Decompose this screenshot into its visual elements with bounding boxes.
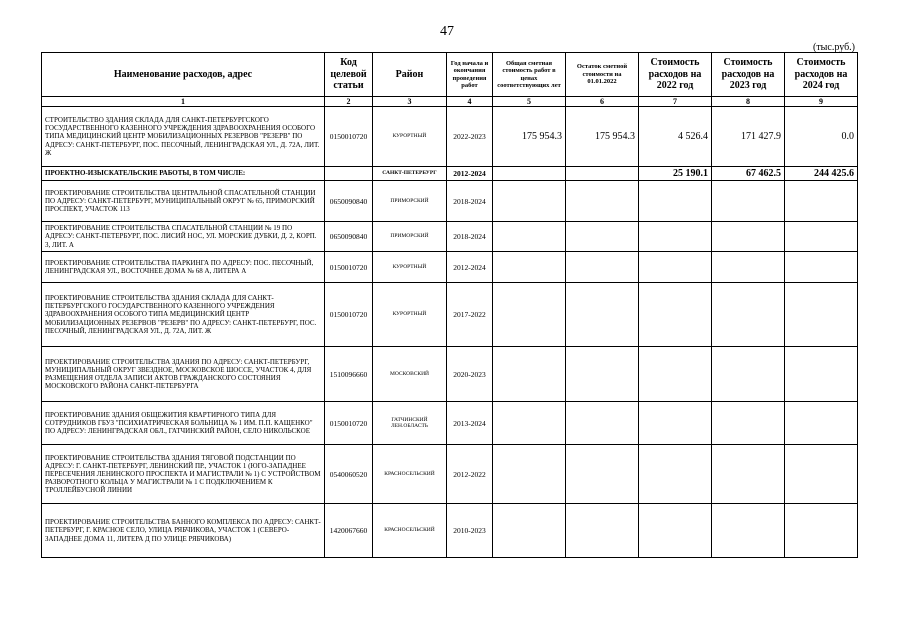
row-cost-2024 <box>785 181 858 222</box>
column-number: 3 <box>373 97 447 107</box>
row-district: КУРОРТНЫЙ <box>373 252 447 283</box>
row-cost-2024 <box>785 445 858 504</box>
row-period: 2012-2024 <box>447 167 493 181</box>
row-cost-2022 <box>639 445 712 504</box>
header-total-cost: Общая сметная стоимость работ в ценах соответствующих лет <box>493 53 566 97</box>
row-total-cost <box>493 504 566 558</box>
row-remainder <box>566 402 639 445</box>
row-name: СТРОИТЕЛЬСТВО ЗДАНИЯ СКЛАДА ДЛЯ САНКТ-ПЕТЕРБУРГСКОГО ГОСУДАРСТВЕННОГО КАЗЕННОГО УЧРЕЖДЕНИЯ ЗДРАВООХРАНЕНИЯ ОСОБОГО ТИПА МЕДИЦИНСКИЙ ЦЕНТР МОБИЛИЗАЦИОННЫХ РЕЗЕРВОВ "РЕЗЕРВ" ПО АДРЕСУ: САНКТ-ПЕТЕРБУРГ, ПОС. ПЕСОЧНЫЙ, ЛЕНИНГРАДСКАЯ УЛ., Д. 72А, ЛИТ. Ж <box>42 107 325 167</box>
header-period: Год начала и окончания проведения работ <box>447 53 493 97</box>
row-name: ПРОЕКТИРОВАНИЕ СТРОИТЕЛЬСТВА СПАСАТЕЛЬНОЙ СТАНЦИИ № 19 ПО АДРЕСУ: САНКТ-ПЕТЕРБУРГ, ПОС. ЛИСИЙ НОС, УЛ. МОРСКИЕ ДУБКИ, Д. 2, КОРП. 3, ЛИТ. А <box>42 222 325 252</box>
row-cost-2023 <box>712 283 785 347</box>
row-period: 2013-2024 <box>447 402 493 445</box>
row-period: 2017-2022 <box>447 283 493 347</box>
table-row <box>42 445 858 504</box>
row-district: ГАТЧИНСКИЙ ЛЕН.ОБЛАСТЬ <box>373 402 447 445</box>
row-remainder <box>566 167 639 181</box>
row-code: 0650090840 <box>325 181 373 222</box>
row-total-cost <box>493 222 566 252</box>
column-number-row <box>42 97 858 107</box>
row-cost-2022 <box>639 252 712 283</box>
row-name: ПРОЕКТИРОВАНИЕ ЗДАНИЯ ОБЩЕЖИТИЯ КВАРТИРНОГО ТИПА ДЛЯ СОТРУДНИКОВ ГБУЗ "ПСИХИАТРИЧЕСКАЯ БОЛЬНИЦА № 1 ИМ. П.П. КАЩЕНКО" ПО АДРЕСУ: ЛЕНИНГРАДСКАЯ ОБЛ., ГАТЧИНСКИЙ РАЙОН, СЕЛО НИКОЛЬСКОЕ <box>42 402 325 445</box>
row-district: КРАСНОСЕЛЬСКИЙ <box>373 445 447 504</box>
header-code: Код целевой статьи <box>325 53 373 97</box>
row-cost-2023 <box>712 252 785 283</box>
table-row <box>42 504 858 558</box>
row-cost-2024 <box>785 347 858 402</box>
row-cost-2023 <box>712 181 785 222</box>
row-cost-2024 <box>785 402 858 445</box>
header-remainder: Остаток сметной стоимости на 01.01.2022 <box>566 53 639 97</box>
row-cost-2022 <box>639 283 712 347</box>
row-code: 0540060520 <box>325 445 373 504</box>
table-row <box>42 252 858 283</box>
row-cost-2024 <box>785 222 858 252</box>
row-district: КУРОРТНЫЙ <box>373 107 447 167</box>
row-name: ПРОЕКТИРОВАНИЕ СТРОИТЕЛЬСТВА БАННОГО КОМПЛЕКСА ПО АДРЕСУ: САНКТ-ПЕТЕРБУРГ, Г. КРАСНОЕ СЕЛО, УЛИЦА РЯБЧИКОВА, УЧАСТОК 1 (СЕВЕРО-ЗАПАДНЕЕ ДОМА 11, ЛИТЕРА Д ПО УЛИЦЕ РЯБЧИКОВА) <box>42 504 325 558</box>
row-district: САНКТ-ПЕТЕРБУРГ <box>373 167 447 181</box>
row-code: 0150010720 <box>325 107 373 167</box>
row-cost-2023 <box>712 347 785 402</box>
budget-table <box>41 52 858 558</box>
column-number: 4 <box>447 97 493 107</box>
header-cost-2022: Стоимость расходов на 2022 год <box>639 53 712 97</box>
row-district: КРАСНОСЕЛЬСКИЙ <box>373 504 447 558</box>
row-total-cost <box>493 402 566 445</box>
column-number: 9 <box>785 97 858 107</box>
column-number: 7 <box>639 97 712 107</box>
row-cost-2022 <box>639 347 712 402</box>
row-total-cost <box>493 167 566 181</box>
column-number: 6 <box>566 97 639 107</box>
table-row <box>42 283 858 347</box>
row-remainder <box>566 504 639 558</box>
column-number: 5 <box>493 97 566 107</box>
column-number: 2 <box>325 97 373 107</box>
row-code: 1510096660 <box>325 347 373 402</box>
row-total-cost <box>493 347 566 402</box>
row-remainder <box>566 181 639 222</box>
row-name: ПРОЕКТИРОВАНИЕ СТРОИТЕЛЬСТВА ЗДАНИЯ ПО АДРЕСУ: САНКТ-ПЕТЕРБУРГ, МУНИЦИПАЛЬНЫЙ ОКРУГ ЗВЕЗДНОЕ, МОСКОВСКОЕ ШОССЕ, УЧАСТОК 4, ДЛЯ РАЗМЕЩЕНИЯ ОТДЕЛА ЗАПИСИ АКТОВ ГРАЖДАНСКОГО СОСТОЯНИЯ МОСКОВСКОГО РАЙОНА САНКТ-ПЕТЕРБУРГА <box>42 347 325 402</box>
row-cost-2022: 4 526.4 <box>639 107 712 167</box>
row-cost-2022 <box>639 402 712 445</box>
row-cost-2024 <box>785 283 858 347</box>
row-cost-2022: 25 190.1 <box>639 167 712 181</box>
row-cost-2023 <box>712 445 785 504</box>
row-district: КУРОРТНЫЙ <box>373 283 447 347</box>
row-code: 0150010720 <box>325 402 373 445</box>
row-remainder <box>566 222 639 252</box>
row-name: ПРОЕКТИРОВАНИЕ СТРОИТЕЛЬСТВА ЦЕНТРАЛЬНОЙ СПАСАТЕЛЬНОЙ СТАНЦИИ ПО АДРЕСУ: САНКТ-ПЕТЕРБУРГ, МУНИЦИПАЛЬНЫЙ ОКРУГ № 65, ПРИМОРСКИЙ ПРОСПЕКТ, УЧАСТОК 113 <box>42 181 325 222</box>
row-total-cost <box>493 283 566 347</box>
row-name: ПРОЕКТИРОВАНИЕ СТРОИТЕЛЬСТВА ЗДАНИЯ СКЛАДА ДЛЯ САНКТ-ПЕТЕРБУРГСКОГО ГОСУДАРСТВЕННОГО КАЗЕННОГО УЧРЕЖДЕНИЯ ЗДРАВООХРАНЕНИЯ ОСОБОГО ТИПА МЕДИЦИНСКИЙ ЦЕНТР МОБИЛИЗАЦИОННЫХ РЕЗЕРВОВ "РЕЗЕРВ" ПО АДРЕСУ: САНКТ-ПЕТЕРБУРГ, ПОС. ПЕСОЧНЫЙ, ЛЕНИНГРАДСКАЯ УЛ., Д. 72А, ЛИТ. Ж <box>42 283 325 347</box>
row-total-cost: 175 954.3 <box>493 107 566 167</box>
row-remainder <box>566 252 639 283</box>
header-row <box>42 53 858 97</box>
row-cost-2022 <box>639 181 712 222</box>
summary-row <box>42 167 858 181</box>
row-remainder <box>566 347 639 402</box>
row-cost-2024 <box>785 252 858 283</box>
row-period: 2022-2023 <box>447 107 493 167</box>
row-name: ПРОЕКТИРОВАНИЕ СТРОИТЕЛЬСТВА ПАРКИНГА ПО АДРЕСУ: ПОС. ПЕСОЧНЫЙ, ЛЕНИНГРАДСКАЯ УЛ., ВОСТОЧНЕЕ ДОМА № 68 А, ЛИТЕРА А <box>42 252 325 283</box>
row-district: ПРИМОРСКИЙ <box>373 222 447 252</box>
row-total-cost <box>493 181 566 222</box>
row-code: 1420067660 <box>325 504 373 558</box>
row-cost-2023: 67 462.5 <box>712 167 785 181</box>
table-row <box>42 181 858 222</box>
row-remainder <box>566 445 639 504</box>
row-cost-2024: 0.0 <box>785 107 858 167</box>
row-district: МОСКОВСКИЙ <box>373 347 447 402</box>
page-number: 47 <box>440 24 454 39</box>
row-code <box>325 167 373 181</box>
row-cost-2024: 244 425.6 <box>785 167 858 181</box>
header-name: Наименование расходов, адрес <box>42 53 325 97</box>
column-number: 8 <box>712 97 785 107</box>
table-row <box>42 402 858 445</box>
row-code: 0150010720 <box>325 283 373 347</box>
table-row <box>42 347 858 402</box>
row-code: 0150010720 <box>325 252 373 283</box>
column-number: 1 <box>42 97 325 107</box>
row-remainder <box>566 283 639 347</box>
row-district: ПРИМОРСКИЙ <box>373 181 447 222</box>
row-period: 2012-2022 <box>447 445 493 504</box>
row-cost-2022 <box>639 504 712 558</box>
row-period: 2010-2023 <box>447 504 493 558</box>
table-row <box>42 222 858 252</box>
row-name: ПРОЕКТИРОВАНИЕ СТРОИТЕЛЬСТВА ЗДАНИЯ ТЯГОВОЙ ПОДСТАНЦИИ ПО АДРЕСУ: Г. САНКТ-ПЕТЕРБУРГ, ЛЕНИНСКИЙ ПР., УЧАСТОК 1 (ЮГО-ЗАПАДНЕЕ ПЕРЕСЕЧЕНИЯ ЛЕНИНСКОГО ПРОСПЕКТА И МАГИСТРАЛИ № 1) С УСТРОЙСТВОМ РАЗВОРОТНОГО КОЛЬЦА У МАГИСТРАЛИ № 1 С ПОДКЛЮЧЕНИЕМ К ТРОЛЛЕЙБУСНОЙ ЛИНИИ <box>42 445 325 504</box>
row-period: 2018-2024 <box>447 222 493 252</box>
header-cost-2024: Стоимость расходов на 2024 год <box>785 53 858 97</box>
row-total-cost <box>493 252 566 283</box>
row-cost-2023 <box>712 402 785 445</box>
row-total-cost <box>493 445 566 504</box>
header-cost-2023: Стоимость расходов на 2023 год <box>712 53 785 97</box>
row-code: 0650090840 <box>325 222 373 252</box>
row-cost-2023 <box>712 504 785 558</box>
row-cost-2024 <box>785 504 858 558</box>
table-row <box>42 107 858 167</box>
row-cost-2023: 171 427.9 <box>712 107 785 167</box>
row-period: 2012-2024 <box>447 252 493 283</box>
row-name: ПРОЕКТНО-ИЗЫСКАТЕЛЬСКИЕ РАБОТЫ, В ТОМ ЧИСЛЕ: <box>42 167 325 181</box>
units-label: (тыс.руб.) <box>812 42 855 53</box>
row-remainder: 175 954.3 <box>566 107 639 167</box>
row-period: 2018-2024 <box>447 181 493 222</box>
row-cost-2023 <box>712 222 785 252</box>
header-district: Район <box>373 53 447 97</box>
row-period: 2020-2023 <box>447 347 493 402</box>
row-cost-2022 <box>639 222 712 252</box>
